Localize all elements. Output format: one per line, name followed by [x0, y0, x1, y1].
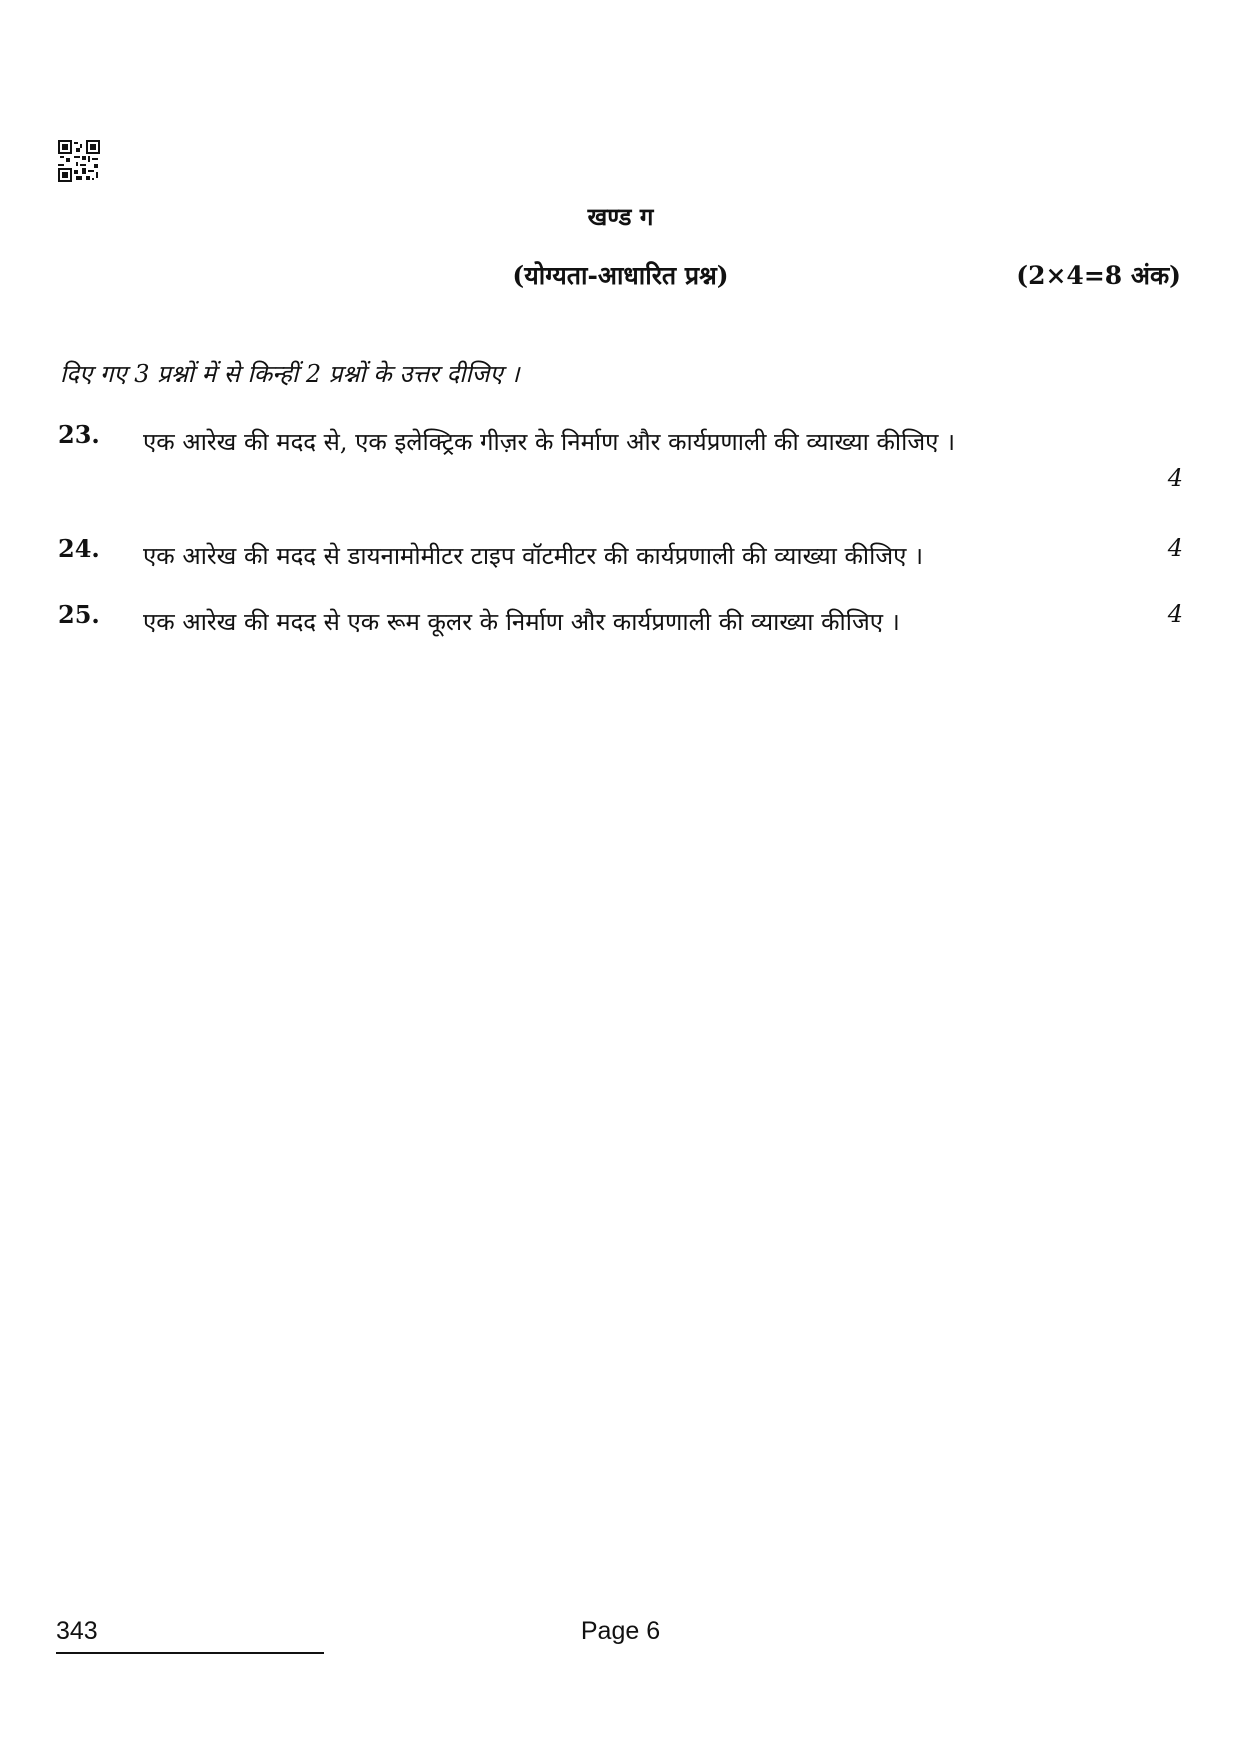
question-25 [58, 600, 1183, 644]
question-marks: 4 [1167, 464, 1183, 492]
section-title: खण्ड ग [587, 202, 654, 231]
question-text: एक आरेख की मदद से डायनामोमीटर टाइप वॉटमीटर की कार्यप्रणाली की व्याख्या कीजिए । [143, 542, 924, 570]
question-marks: 4 [1167, 600, 1183, 628]
section-marks: (2×4=8 अंक) [1016, 261, 1181, 290]
question-marks: 4 [1167, 534, 1183, 562]
footer-divider [56, 1652, 324, 1654]
instruction: दिए गए 3 प्रश्नों में से किन्हीं 2 प्रश्नों के उत्तर दीजिए । [60, 360, 520, 388]
qr-code-icon [58, 140, 100, 182]
question-24 [58, 534, 1183, 578]
question-text: एक आरेख की मदद से एक रूम कूलर के निर्माण और कार्यप्रणाली की व्याख्या कीजिए । [143, 608, 900, 636]
question-number: 23. [58, 420, 100, 449]
section-subtitle: (योग्यता-आधारित प्रश्न) [512, 261, 729, 290]
question-23 [58, 420, 1183, 510]
subject-code: 343 [56, 1617, 98, 1645]
question-text: एक आरेख की मदद से, एक इलेक्ट्रिक गीज़र के निर्माण और कार्यप्रणाली की व्याख्या कीजिए । [143, 428, 956, 456]
question-number: 24. [58, 534, 100, 563]
page-number: Page 6 [580, 1617, 661, 1645]
question-number: 25. [58, 600, 100, 629]
